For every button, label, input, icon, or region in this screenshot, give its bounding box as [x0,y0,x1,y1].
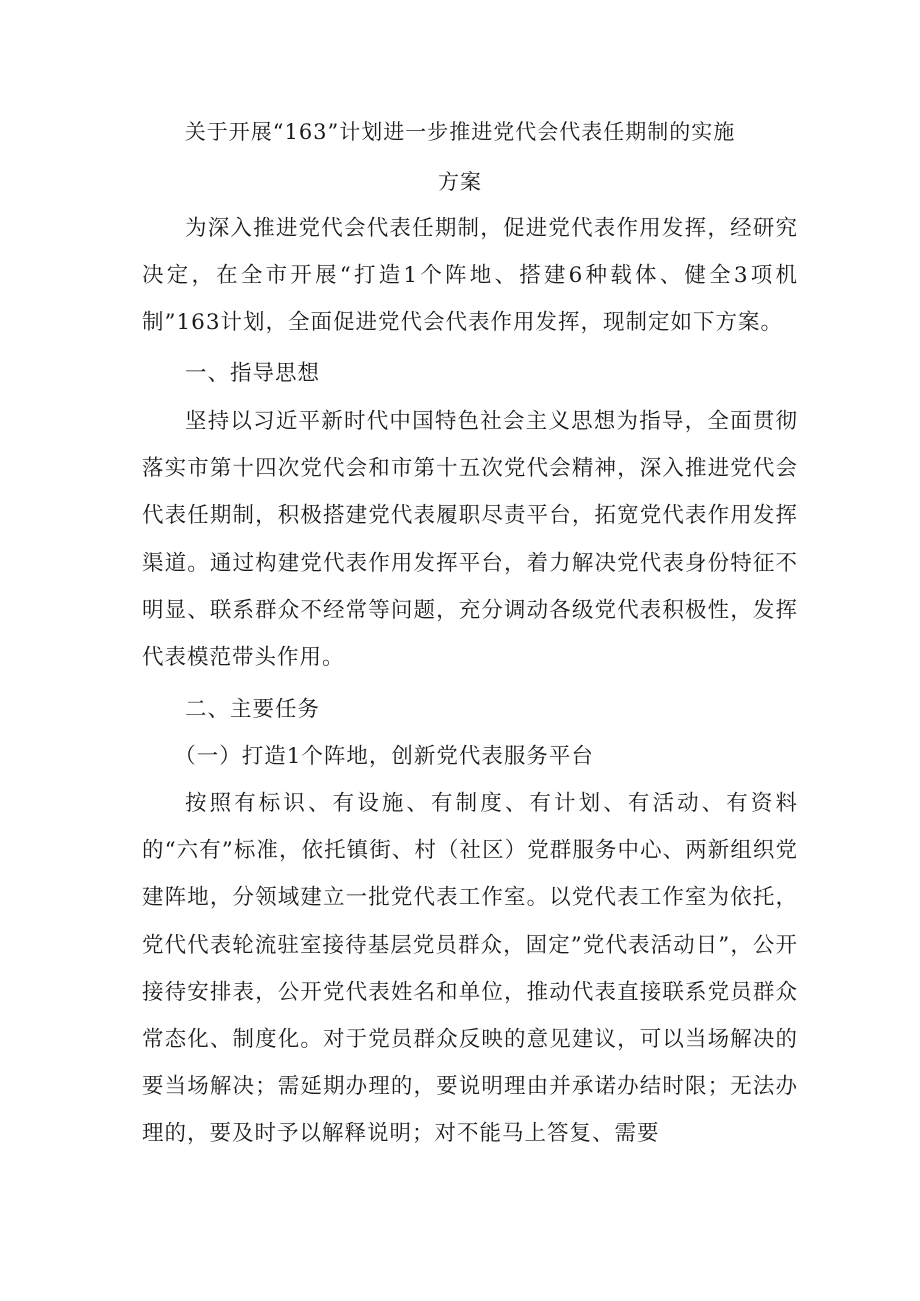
section2-sub1-body: 按照有标识、有设施、有制度、有计划、有活动、有资料的“六有”标准，依托镇街、村（社区）党群服务中心、两新组织党建阵地，分领域建立一批党代表工作室。以党代表工作室为依托，党代代表轮流驻室接待基层党员群众，固定”党代表活动日”，公开接待安排表，公开党代表姓名和单位，推动代表直接联系党员群众常态化、制度化。对于党员群众反映的意见建议，可以当场解决的要当场解决；需延期办理的，要说明理由并承诺办结时限；无法办理的，要及时予以解释说明；对不能马上答复、需要 [142,791,798,1147]
section2-heading: 二、主要任务 [185,697,321,722]
document-title-line2: 方案 [438,170,482,194]
section2-subheading-1: （一）打造1个阵地，创新党代表服务平台 [174,744,594,769]
section1-body: 坚持以习近平新时代中国特色社会主义思想为指导，全面贯彻落实市第十四次党代会和市第十五次党代会精神，深入推进党代会代表任期制，积极搭建党代表履职尽责平台，拓宽党代表作用发挥渠道。通过构建党代表作用发挥平台，着力解决党代表身份特征不明显、联系群众不经常等问题，充分调动各级党代表积极性，发挥代表模范带头作用。 [142,409,798,671]
intro-paragraph: 为深入推进党代会代表任期制，促进党代表作用发挥，经研究决定，在全市开展“打造1个阵地、搭建6种载体、健全3项机制”163计划，全面促进党代会代表作用发挥，现制定如下方案。 [142,216,798,336]
section1-heading: 一、指导思想 [185,361,321,386]
document-title-line1: 关于开展“163”计划进一步推进党代会代表任期制的实施 [184,120,736,144]
